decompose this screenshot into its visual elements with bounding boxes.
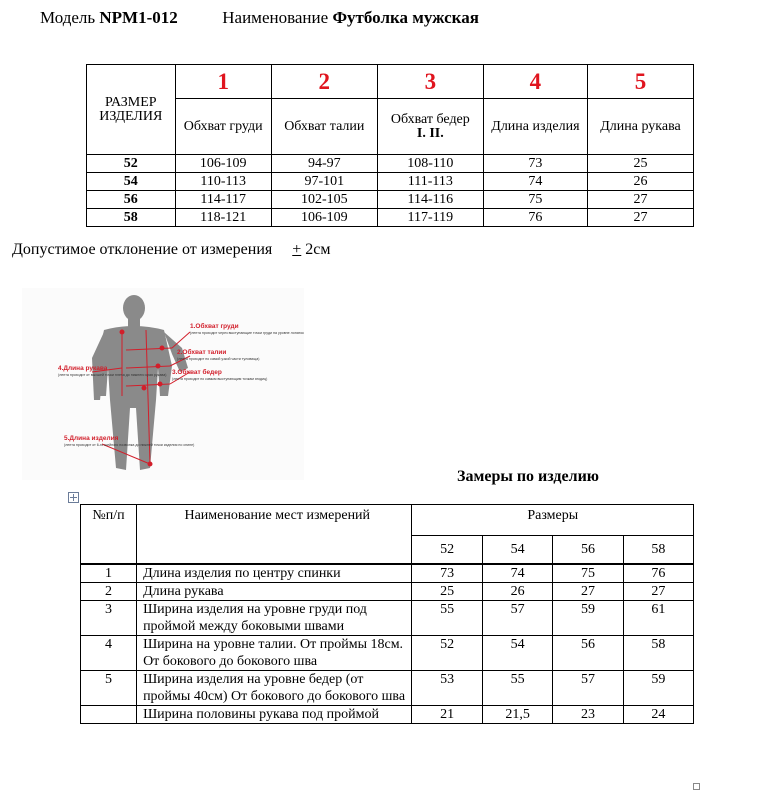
row-number: 1 bbox=[81, 564, 137, 583]
measurements-title: Замеры по изделию bbox=[457, 468, 600, 485]
row-value: 57 bbox=[553, 671, 623, 706]
col-label-sleeve: Длина рукава bbox=[587, 99, 693, 155]
figure-label-title: 3.Обхват бедер bbox=[172, 369, 222, 376]
document-header bbox=[40, 8, 479, 28]
col-label-hips-text: Обхват бедер bbox=[390, 111, 470, 127]
value-cell: 118-121 bbox=[175, 209, 271, 227]
size-header-label: РАЗМЕР ИЗДЕЛИЯ bbox=[99, 94, 163, 124]
value-cell: 76 bbox=[483, 209, 587, 227]
value-cell: 114-116 bbox=[377, 191, 483, 209]
table-move-icon[interactable] bbox=[68, 492, 79, 503]
tolerance-sign: + bbox=[292, 241, 302, 258]
size-header-56: 56 bbox=[553, 536, 623, 565]
row-value: 26 bbox=[482, 583, 553, 601]
figure-label-title: 4.Длина рукава bbox=[58, 365, 108, 372]
value-cell: 97-101 bbox=[271, 173, 377, 191]
size-cell: 58 bbox=[87, 209, 176, 227]
table-row bbox=[81, 601, 694, 636]
measurements-table bbox=[80, 504, 694, 724]
table-row bbox=[81, 671, 694, 706]
size-cell: 56 bbox=[87, 191, 176, 209]
row-value: 25 bbox=[412, 583, 482, 601]
value-cell: 25 bbox=[587, 155, 693, 173]
col-label-hips-extra: I. II. bbox=[416, 125, 444, 141]
col-label-hips bbox=[377, 99, 483, 155]
value-cell: 108-110 bbox=[377, 155, 483, 173]
value-cell: 27 bbox=[587, 191, 693, 209]
product-name-value: Футболка мужская bbox=[332, 8, 479, 27]
row-number: 3 bbox=[81, 601, 137, 636]
value-cell: 106-109 bbox=[175, 155, 271, 173]
value-cell: 111-113 bbox=[377, 173, 483, 191]
row-name: Ширина половины рукава под проймой bbox=[137, 706, 412, 724]
size-header-cell bbox=[87, 65, 176, 155]
figure-label-note: (лента проходит по самой узкой части туловища) bbox=[177, 357, 260, 361]
figure-label-title: 1.Обхват груди bbox=[190, 323, 239, 330]
col-label-length: Длина изделия bbox=[483, 99, 587, 155]
row-value: 56 bbox=[553, 636, 623, 671]
row-value: 59 bbox=[553, 601, 623, 636]
row-value: 73 bbox=[412, 564, 482, 583]
row-value: 21,5 bbox=[482, 706, 553, 724]
table-row bbox=[81, 706, 694, 724]
row-value: 24 bbox=[623, 706, 693, 724]
row-value: 58 bbox=[623, 636, 693, 671]
col-number-5: 5 bbox=[587, 65, 693, 99]
row-value: 55 bbox=[412, 601, 482, 636]
figure-label-title: 5.Длина изделия bbox=[64, 435, 119, 442]
table-row bbox=[87, 173, 694, 191]
row-number: 2 bbox=[81, 583, 137, 601]
row-value: 61 bbox=[623, 601, 693, 636]
col-label-chest: Обхват груди bbox=[175, 99, 271, 155]
table-resize-handle[interactable] bbox=[693, 783, 700, 790]
row-number: 4 bbox=[81, 636, 137, 671]
figure-label-title: 2.Обхват талии bbox=[177, 349, 227, 356]
tolerance-note bbox=[12, 241, 331, 259]
model-value: NPM1-012 bbox=[99, 8, 178, 27]
tolerance-text: Допустимое отклонение от измерения bbox=[12, 241, 273, 258]
size-cell: 54 bbox=[87, 173, 176, 191]
col-no-header: №п/п bbox=[81, 505, 137, 565]
table-row bbox=[81, 583, 694, 601]
table-row bbox=[87, 191, 694, 209]
tolerance-unit: 2см bbox=[305, 241, 331, 258]
row-name: Ширина изделия на уровне бедер (от проймы 40см) От бокового до бокового шва bbox=[137, 671, 412, 706]
row-value: 76 bbox=[623, 564, 693, 583]
col-number-1: 1 bbox=[175, 65, 271, 99]
col-number-3: 3 bbox=[377, 65, 483, 99]
value-cell: 26 bbox=[587, 173, 693, 191]
value-cell: 117-119 bbox=[377, 209, 483, 227]
row-name: Ширина на уровне талии. От проймы 18см. От бокового до бокового шва bbox=[137, 636, 412, 671]
row-name: Длина рукава bbox=[137, 583, 412, 601]
table-row bbox=[87, 155, 694, 173]
row-number bbox=[81, 706, 137, 724]
row-value: 23 bbox=[553, 706, 623, 724]
figure-label-note: (лента проходит от 6-го шейного позвонка до нижней точки изделия по спине) bbox=[64, 443, 195, 447]
figure-label-note: (лента проходит через выступающие точки груди на уровне лопаток) bbox=[190, 331, 304, 335]
row-value: 59 bbox=[623, 671, 693, 706]
size-header-52: 52 bbox=[412, 536, 482, 565]
table-row bbox=[81, 636, 694, 671]
value-cell: 106-109 bbox=[271, 209, 377, 227]
row-value: 21 bbox=[412, 706, 482, 724]
col-number-2: 2 bbox=[271, 65, 377, 99]
row-name: Ширина изделия на уровне груди под проймой между боковыми швами bbox=[137, 601, 412, 636]
col-label-waist: Обхват талии bbox=[271, 99, 377, 155]
size-header-58: 58 bbox=[623, 536, 693, 565]
row-value: 75 bbox=[553, 564, 623, 583]
size-header-54: 54 bbox=[482, 536, 553, 565]
row-number: 5 bbox=[81, 671, 137, 706]
size-cell: 52 bbox=[87, 155, 176, 173]
value-cell: 102-105 bbox=[271, 191, 377, 209]
row-value: 52 bbox=[412, 636, 482, 671]
measurement-figure bbox=[22, 288, 304, 480]
value-cell: 94-97 bbox=[271, 155, 377, 173]
product-name-label: Наименование bbox=[222, 8, 329, 27]
model-label: Модель bbox=[40, 8, 96, 27]
figure-label-note: (лента проходит от высшей точки плеча до нижнего края рукава) bbox=[58, 373, 167, 377]
row-value: 74 bbox=[482, 564, 553, 583]
col-name-header: Наименование мест измерений bbox=[137, 505, 412, 565]
figure-label-note: (лента проходит по самым выступающим точкам ягодиц) bbox=[172, 377, 268, 381]
row-value: 57 bbox=[482, 601, 553, 636]
value-cell: 110-113 bbox=[175, 173, 271, 191]
table-row bbox=[87, 209, 694, 227]
value-cell: 114-117 bbox=[175, 191, 271, 209]
col-sizes-header: Размеры bbox=[412, 505, 694, 536]
row-value: 27 bbox=[553, 583, 623, 601]
body-silhouette-image bbox=[22, 288, 304, 480]
value-cell: 75 bbox=[483, 191, 587, 209]
row-value: 53 bbox=[412, 671, 482, 706]
col-number-4: 4 bbox=[483, 65, 587, 99]
row-name: Длина изделия по центру спинки bbox=[137, 564, 412, 583]
value-cell: 74 bbox=[483, 173, 587, 191]
size-chart-table bbox=[86, 64, 694, 227]
table-row bbox=[81, 564, 694, 583]
value-cell: 73 bbox=[483, 155, 587, 173]
value-cell: 27 bbox=[587, 209, 693, 227]
row-value: 27 bbox=[623, 583, 693, 601]
row-value: 55 bbox=[482, 671, 553, 706]
row-value: 54 bbox=[482, 636, 553, 671]
